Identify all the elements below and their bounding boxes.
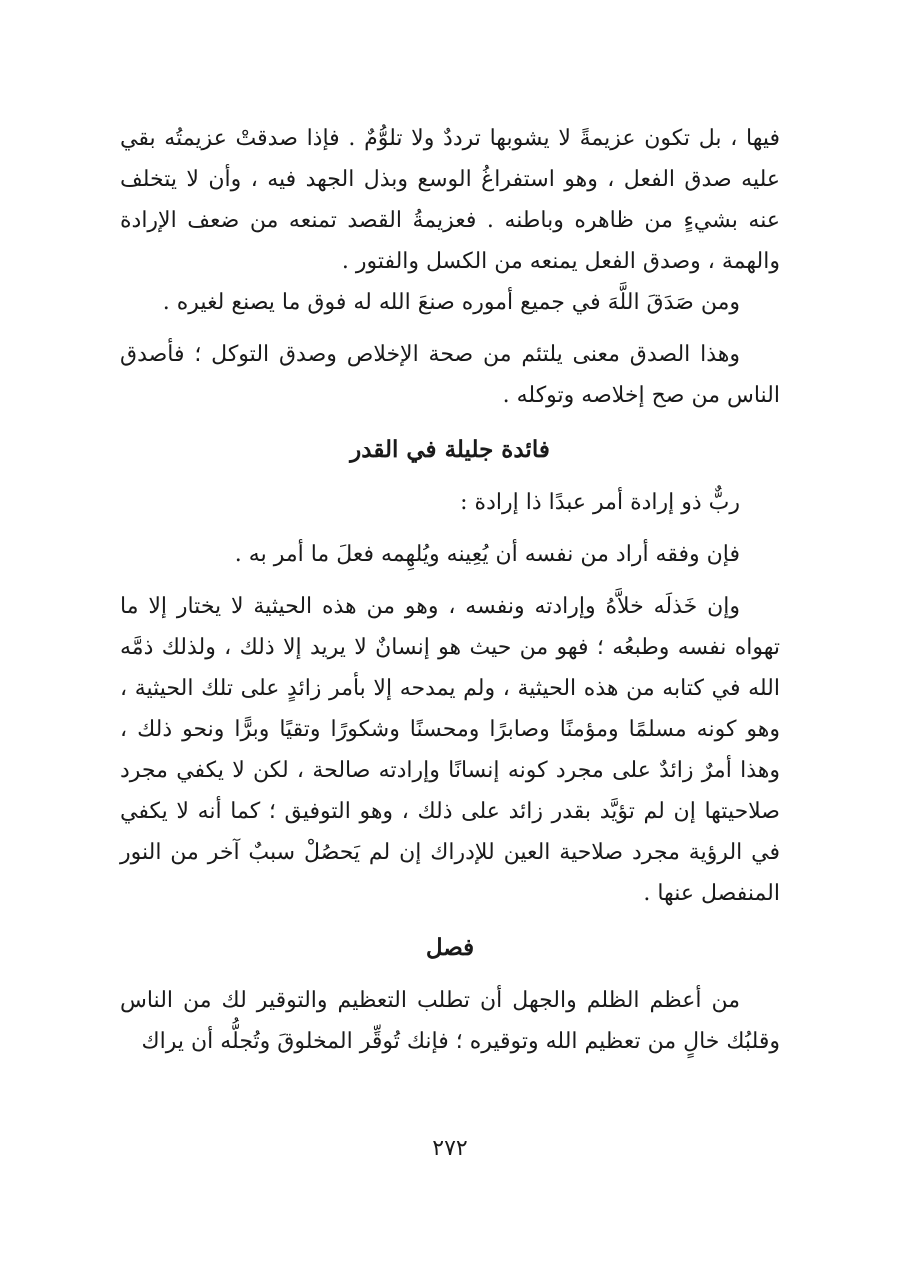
- paragraph-greatest-injustice: من أعظم الظلم والجهل أن تطلب التعظيم والتوقير لك من الناس وقلبُك خالٍ من تعظيم الله وتوقيره ؛ فإنك تُوقِّر المخلوقَ وتُجلُّه أن يراك: [120, 988, 780, 1054]
- section-heading-qadar: فائدة جليلة في القدر: [350, 436, 550, 463]
- paragraph-sincerity: وهذا الصدق معنى يلتئم من صحة الإخلاص وصدق التوكل ؛ فأصدق الناس من صح إخلاصه وتوكله .: [120, 342, 780, 408]
- page-body: [120, 118, 780, 1062]
- paragraph-truthful-god: ومن صَدَقَ اللَّهَ في جميع أموره صنعَ الله له فوق ما يصنع لغيره .: [162, 290, 740, 315]
- paragraph-resolve: فيها ، بل تكون عزيمةً لا يشوبها ترددٌ ولا تلوُّمٌ . فإذا صدقتْ عزيمتُه بقي عليه صدق الفعل ، وهو استفراغُ الوسع وبذل الجهد فيه ، وأن لا يتخلف عنه بشيءٍ من ظاهره وباطنه . فعزيمةُ القصد تمنعه من ضعف الإرادة والهمة ، وصدق الفعل يمنعه من الكسل والفتور .: [120, 126, 780, 274]
- page-number: ٢٧٢: [432, 1136, 468, 1161]
- section-heading-fasl: فصل: [425, 934, 475, 961]
- paragraph-if-forsaken: وإن خَذلَه خلاَّهُ وإرادته ونفسه ، وهو من هذه الحيثية لا يختار إلا ما تهواه نفسه وطبعُه ؛ فهو من حيث هو إنسانٌ لا يريد إلا ذلك ، ولذلك ذمَّه الله في كتابه من هذه الحيثية ، ولم يمدحه إلا بأمر زائدٍ على تلك الحيثية ، وهو كونه مسلمًا ومؤمنًا وصابرًا ومحسنًا وشكورًا وتقيًا وبرًّا ونحو ذلك ، وهذا أمرٌ زائدٌ على مجرد كونه إنسانًا وإرادته صالحة ، لكن لا يكفي مجرد صلاحيتها إن لم تؤيَّد بقدر زائد على ذلك ، وهو التوفيق ؛ كما أنه لا يكفي في الرؤية مجرد صلاحية العين للإدراك إن لم يَحصُلْ سببٌ آخر من النور المنفصل عنها .: [120, 594, 780, 906]
- paragraph-if-granted: فإن وفقه أراد من نفسه أن يُعِينه ويُلهِمه فعلَ ما أمر به .: [234, 542, 740, 567]
- paragraph-lord-will: ربٌّ ذو إرادة أمر عبدًا ذا إرادة :: [460, 490, 740, 515]
